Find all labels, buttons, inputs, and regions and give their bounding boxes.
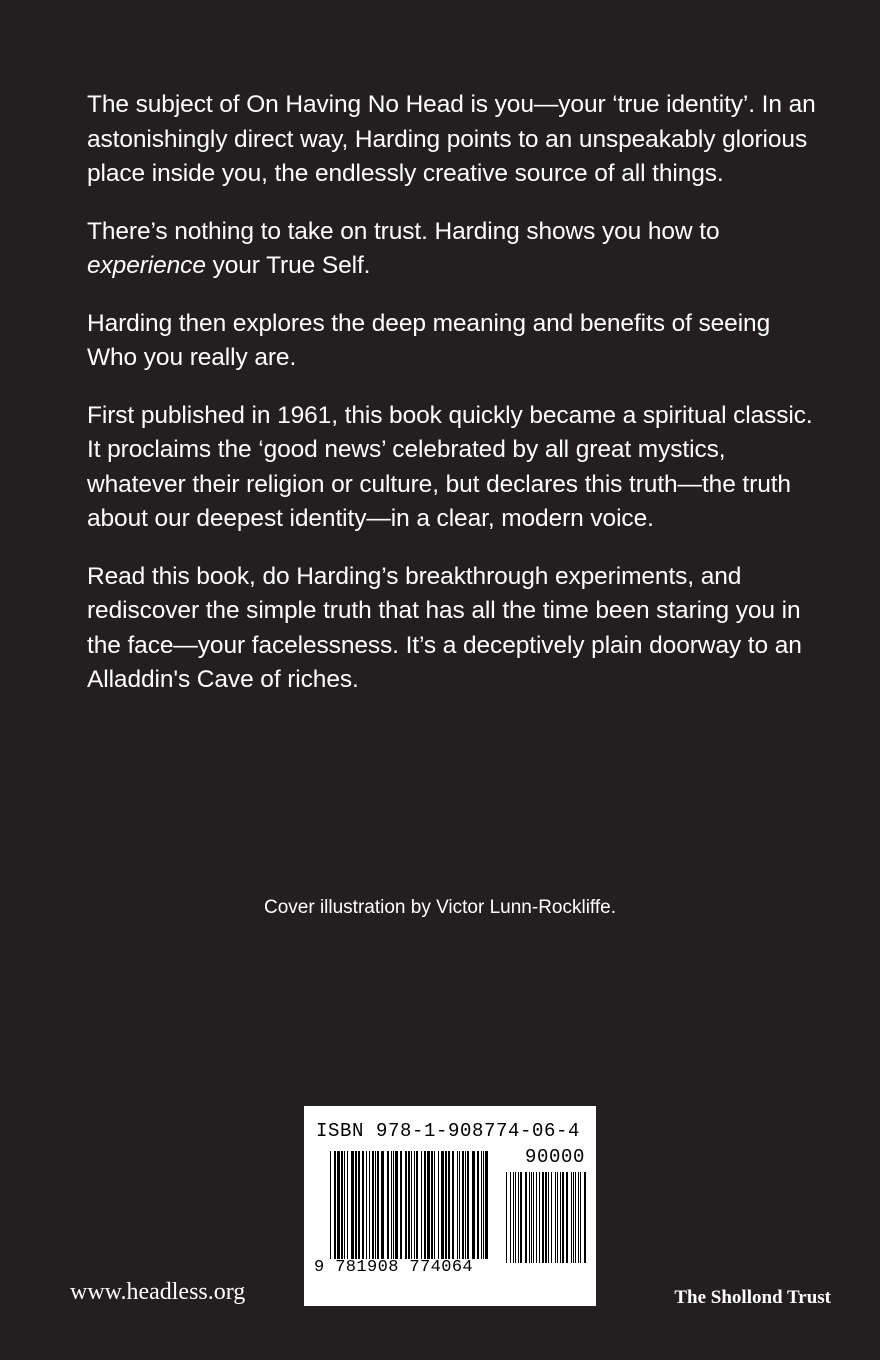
illustration-credit: Cover illustration by Victor Lunn-Rockliffe. [263,897,616,918]
barcode-bar [515,1172,516,1263]
price-code: 90000 [524,1146,585,1168]
barcode-bar [551,1172,552,1263]
barcode-bar [395,1151,398,1259]
barcode-bar [560,1172,561,1263]
barcode-bar [414,1151,415,1259]
barcode-bar [381,1151,384,1259]
barcode-bar [330,1151,331,1259]
barcode-bar [387,1151,389,1259]
barcode-bar [539,1172,540,1263]
barcode-bar [472,1151,475,1259]
barcode-bar [405,1151,407,1259]
barcode-bar [400,1151,402,1259]
barcode-bar [358,1151,360,1259]
blurb-paragraph-5: Read this book, do Harding’s breakthrough experiments, and rediscover the simple truth that has all the time been staring you in the face—your facelessness. It’s a deceptively plain doorway to an Alladdin's Cave of riches. [87,562,802,693]
blurb-paragraph-3: Harding then explores the deep meaning and benefits of seeing Who you really are. [87,309,771,371]
barcode-bar [536,1172,537,1263]
barcode-bar [448,1151,450,1259]
barcode-bar [459,1151,460,1259]
barcode-bar [566,1172,568,1263]
barcode-bar [465,1151,466,1259]
blurb-paragraph-4: First published in 1961, this book quickly became a spiritual classic. It proclaims the ‘good news’ celebrated by all great mystics, whatever their religion or culture, but declares this truth—the truth about our deepest identity—in a clear, modern voice. [87,401,813,532]
barcode-bar [467,1151,469,1259]
barcode-bar [510,1172,511,1263]
barcode-bar [555,1172,556,1263]
barcode-bar [393,1151,394,1259]
barcode-bar [355,1151,357,1259]
website-url: www.headless.org [70,1279,246,1305]
barcode-bar [462,1151,464,1259]
barcode-bar [533,1172,534,1263]
barcode-bar [520,1172,522,1263]
barcode-bar [525,1172,527,1263]
barcode-bar [377,1151,379,1259]
barcode-bar [452,1151,454,1259]
barcode-bar [366,1151,367,1259]
barcode-bar [529,1172,530,1263]
barcode-bar [427,1151,430,1259]
barcode-bar [506,1172,507,1263]
blurb-paragraph-2-start: There’s nothing to take on trust. Harding shows you how to [87,217,720,245]
barcode-bar [408,1151,410,1259]
barcode-bar [481,1151,482,1259]
isbn-label: ISBN 978-1-908774-06-4 [316,1120,581,1142]
barcode-bar [578,1172,579,1263]
barcode-bar [562,1172,564,1263]
main-barcode [330,1151,488,1259]
barcode-bar [457,1151,458,1259]
barcode-bar [580,1172,581,1263]
barcode-bar [347,1151,348,1259]
blurb-paragraph-2-end: your True Self. [205,252,371,279]
blurb-paragraph-2 [87,215,817,284]
barcode-bar [351,1151,354,1259]
barcode-bar [571,1172,572,1263]
barcode-bar [531,1172,532,1263]
publisher-name: The Shollond Trust [674,1287,831,1308]
barcode-bar [431,1151,433,1259]
barcode-bar [362,1151,364,1259]
barcode-bar [344,1151,345,1259]
barcode-bar [542,1172,544,1263]
barcode-bar [584,1172,586,1263]
barcode-bar [548,1172,549,1263]
barcode-bar [518,1172,519,1263]
barcode-bar [438,1151,439,1259]
barcode-bar [416,1151,418,1259]
barcode-bar [483,1151,484,1259]
blurb-emphasis: experience [87,252,206,279]
barcode-bar [557,1172,558,1263]
barcode-bar [391,1151,392,1259]
addon-barcode [506,1172,586,1263]
blurb-paragraph-1: The subject of On Having No Head is you—your ‘true identity’. In an astonishingly direct way, Harding points to an unspeakably glorious place inside you, the endlessly creative source of all things. [87,91,816,187]
barcode-bar [424,1151,426,1259]
barcode-bar [369,1151,370,1259]
ean-digits: 9 781908 774064 [314,1258,474,1277]
barcode-bar [545,1172,547,1263]
barcode-bar [513,1172,514,1263]
barcode-bar [575,1172,576,1263]
barcode-bar [375,1151,376,1259]
barcode-bar [337,1151,340,1259]
barcode-bar [372,1151,374,1259]
barcode-bar [441,1151,444,1259]
barcode-bar [485,1151,488,1259]
back-cover-blurb [87,88,817,721]
barcode-bar [573,1172,574,1263]
barcode-bar [341,1151,343,1259]
isbn-barcode [304,1106,596,1306]
barcode-bar [445,1151,447,1259]
barcode-bar [434,1151,435,1259]
barcode-bar [411,1151,412,1259]
barcode-bar [334,1151,336,1259]
barcode-bar [477,1151,479,1259]
barcode-bar [421,1151,422,1259]
